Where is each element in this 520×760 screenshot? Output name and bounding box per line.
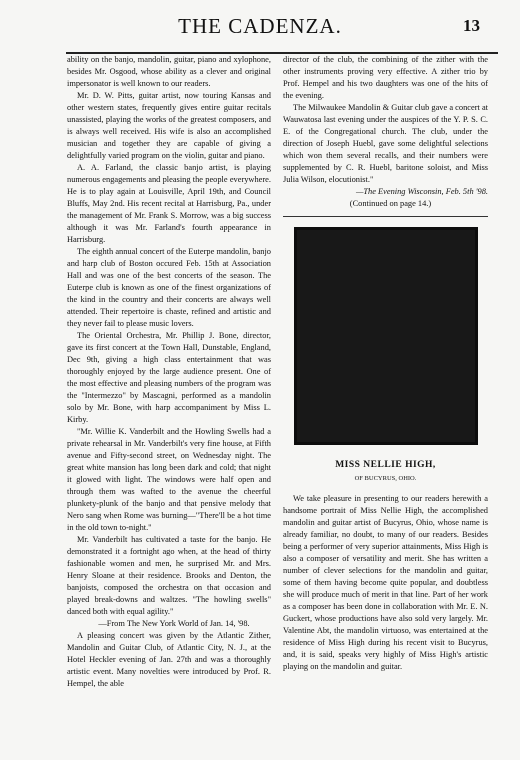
paragraph: The Oriental Orchestra, Mr. Phillip J. Bone, director, gave its first concert at the Town Hall, Dunstable, England, Dec 9th, giving a high class entertainment that was thoroughly enjoyed by the large audience present. One of the most effective and pleasing numbers of the program was the "Intermezzo" by Mascagni, performed as a mandolin solo by Mr. Bone, with harp accompaniment by Miss L. Kirby. — [67, 331, 271, 424]
portrait-caption: MISS NELLIE HIGH, — [335, 460, 436, 470]
paragraph: A. A. Farland, the classic banjo artist, is playing numerous engagements and pleasing the people everywhere. He is to play again at Louisville, April 19th, and Council Bluffs, May 2nd. His recent recital at Harrisburg, Pa., under the management of Mr. Frank S. Morrow, was a big success although it was Mr. Farland's fourth appearance in Harrisburg. — [67, 163, 271, 244]
paragraph: We take pleasure in presenting to our readers herewith a handsome portrait of Miss Nellie High, the accomplished mandolin and guitar artist of Bucyrus, Ohio, whose name is already familiar, no doubt, to many of our readers. Besides being a performer of very superior attainments, Miss High is also a composer of versatility and merit. She has written a number of clever selections for the mandolin and guitar, some of them having become quite popular, and doubtless she will produce much of merit in that line. Part of her work as a composer has been done in collaboration with Mr. E. N. Guckert, whose productions have also sold very largely. Mr. Valentine Abt, the mandolin virtuoso, was entertained at the residence of Miss High during his recent visit to Bucyrus, and, it is said, speaks very highly of Miss High's artistic playing on the mandolin and guitar. — [283, 494, 488, 671]
paragraph: ability on the banjo, mandolin, guitar, piano and xylophone, besides Mr. Osgood, whose ability as a clever and original impersonator is well known to our readers. — [67, 55, 271, 88]
continued-note: (Continued on page 14.) — [349, 199, 432, 208]
paragraph: director of the club, the combining of the zither with the other instruments proving very effective. A zither trio by Prof. Hempel and his two daughters was one of the hits of the evening. — [283, 55, 488, 100]
citation: —From The New York World of Jan. 14, '98. — [98, 619, 250, 628]
page-header — [0, 6, 520, 56]
left-column — [67, 54, 271, 690]
section-divider — [283, 216, 488, 217]
paragraph: A pleasing concert was given by the Atlantic Zither, Mandolin and Guitar Club, of Atlantic City, N. J., at the Hotel Heckler evening of Jan. 27th and was a thoroughly artistic event. Many novelties were introduced by Prof. R. Hempel, the able — [67, 631, 271, 688]
paragraph: "Mr. Willie K. Vanderbilt and the Howling Swells had a private rehearsal in Mr. Vanderbilt's very fine house, at Fifth avenue and Fifty-second street, on Wednesday night. The great white mansion has long been dark and cold; that night it glowed with light. The windows were half open and through them was wafted to the avenue the cheerful plunkety-plunk of the banjo and that pensive melody that Nero sang when Rome was burning—"There'll be a hot time in the old town to-night." — [67, 427, 271, 532]
page-number: 13 — [463, 16, 480, 35]
magazine-title: THE CADENZA. — [178, 14, 342, 38]
portrait-photo — [294, 227, 478, 445]
paragraph: The eighth annual concert of the Euterpe mandolin, banjo and harp club of Boston occured Feb. 15th at Association Hall and was one of the best concerts of the season. The Euterpe club is known as one of the finest organizations of the kind in the country and their concerts are always well attended. Their repertoire is chaste, refined and artistic and they never fail to please music lovers. — [67, 247, 271, 328]
source-attribution: —The Evening Wisconsin, Feb. 5th '98. — [355, 187, 488, 196]
paragraph: The Milwaukee Mandolin & Guitar club gave a concert at Wauwatosa last evening under the auspices of the Y. P. S. C. E. of the Congregational church. The club, under the direction of Joseph Huebl, gave some delightful selections which won them several recalls, and their numbers were supplemented by C. R. Huebl, baritone soloist, and Miss Julia Wilson, elocutionist." — [283, 103, 488, 184]
portrait-subcaption: OF BUCYRUS, OHIO. — [354, 475, 417, 482]
right-column — [283, 54, 488, 673]
paragraph: Mr. D. W. Pitts, guitar artist, now touring Kansas and other western states, frequently gives entire guitar recitals unassisted, playing the works of the greatest composers, and is always well received. His wife is also an accomplished musician and together they are capable of giving a delightfully varied program on the violin, guitar and piano. — [67, 91, 271, 160]
paragraph: Mr. Vanderbilt has cultivated a taste for the banjo. He demonstrated it a fortnight ago when, at the head of thirty fashionable women and men, he surprised Mr. and Mrs. Henry Sloane at their residence. Brooks and Denton, the banjoists, composed the orchestra on that occasion and played break-downs and waltzes. "The howling swells" danced both with equal agility." — [67, 535, 271, 616]
